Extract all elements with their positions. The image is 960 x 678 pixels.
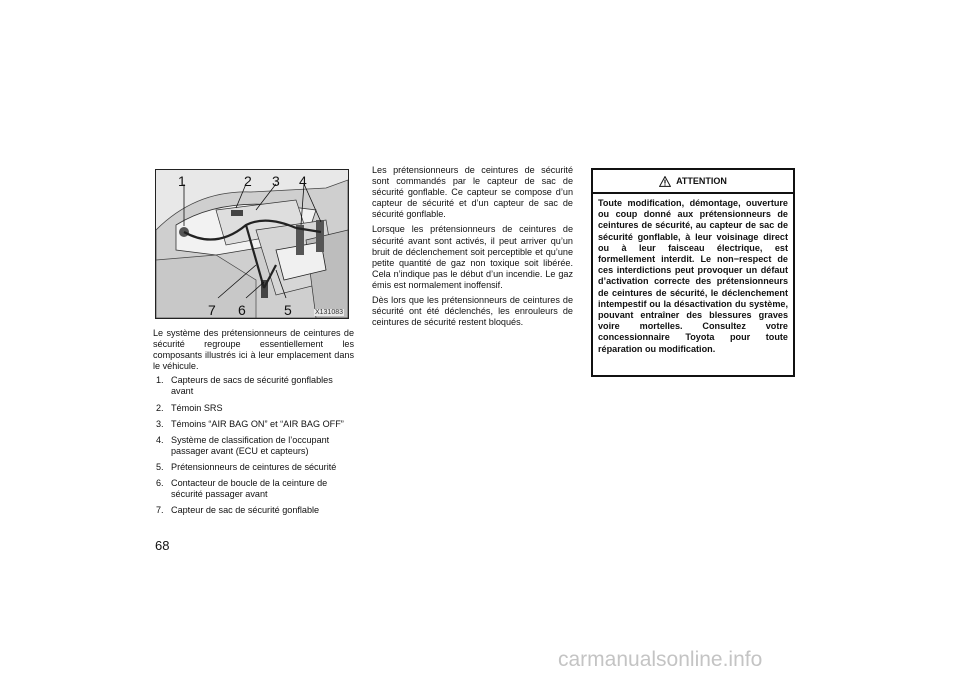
page-number: 68: [155, 538, 170, 553]
list-item: [153, 375, 354, 397]
list-item: [153, 478, 354, 500]
car-interior-illustration: [156, 170, 348, 318]
list-item: [153, 403, 354, 414]
callout-4: 4: [299, 173, 307, 189]
list-item: [153, 505, 354, 516]
paragraph: Dès lors que les prétensionneurs de ceintures de sécurité ont été déclenchés, les enrouleurs de ceintures de sécurité restent bloqués.: [372, 295, 573, 328]
list-item-text: Capteur de sac de sécurité gonflable: [171, 505, 320, 516]
callout-7: 7: [208, 302, 216, 318]
list-item-number: 6.: [156, 478, 164, 489]
list-item-text: Contacteur de boucle de la ceinture de sécurité passager avant: [171, 478, 328, 500]
middle-column: [372, 165, 573, 332]
list-item-number: 7.: [156, 505, 164, 516]
list-item-number: 3.: [156, 418, 164, 429]
list-item-text: Témoin SRS: [171, 402, 223, 413]
paragraph: Lorsque les prétensionneurs de ceintures de sécurité avant sont activés, il peut arriver qu’un bruit de déclenchement soit perceptible et qu’une petite quantité de gaz non toxique soit libérée. Cela n’indique pas le début d’un incendie. Le gaz émis est normalement inoffensif.: [372, 224, 573, 290]
attention-box: [591, 168, 795, 377]
callout-3: 3: [272, 173, 280, 189]
callout-6: 6: [238, 302, 246, 318]
callout-2: 2: [244, 173, 252, 189]
list-item-text: Témoins “AIR BAG ON” et “AIR BAG OFF”: [171, 418, 344, 429]
attention-body: Toute modification, démontage, ouverture ou coup donné aux prétensionneurs de ceintures de sécurité, au capteur de sac de sécurité gonflable, à leur voisinage direct ou à leur faisceau électrique, est formellement interdit. Le non−respect de ces interdictions peut provoquer un défaut d’activation correcte des prétensionneurs de ceintures de sécurité, le déclenchement intempestif ou la désactivation du système, pouvant entraîner des blessures graves voire mortelles. Consultez votre concessionnaire Toyota pour toute réparation ou modification.: [598, 198, 788, 354]
callout-1: 1: [178, 173, 186, 189]
vehicle-diagram: [155, 169, 349, 319]
list-item-number: 5.: [156, 461, 164, 472]
attention-title: ATTENTION: [676, 176, 727, 186]
warning-triangle-icon: [659, 176, 671, 187]
component-list: [153, 375, 354, 516]
attention-header: [593, 170, 793, 194]
left-column: [153, 328, 354, 521]
list-item-text: Capteurs de sacs de sécurité gonflables avant: [171, 375, 333, 397]
list-item-number: 4.: [156, 434, 164, 445]
list-item-text: Prétensionneurs de ceintures de sécurité: [171, 461, 337, 472]
watermark: carmanualsonline.info: [558, 648, 763, 671]
list-item-text: Système de classification de l’occupant passager avant (ECU et capteurs): [171, 434, 330, 456]
list-item-number: 1.: [156, 375, 164, 386]
list-item: [153, 462, 354, 473]
paragraph: Les prétensionneurs de ceintures de sécurité sont commandés par le capteur de sac de sécurité gonflable. Ce capteur se compose d’un capteur de sécurité et d’un capteur de sac de sécurité gonflable.: [372, 165, 573, 220]
callout-5: 5: [284, 302, 292, 318]
list-item: [153, 435, 354, 457]
intro-paragraph: Le système des prétensionneurs de ceintures de sécurité regroupe essentiellement les composants illustrés ici à leur emplacement dans le véhicule.: [153, 328, 354, 372]
list-item-number: 2.: [156, 402, 164, 413]
figure-code: X131083: [314, 309, 343, 316]
list-item: [153, 419, 354, 430]
